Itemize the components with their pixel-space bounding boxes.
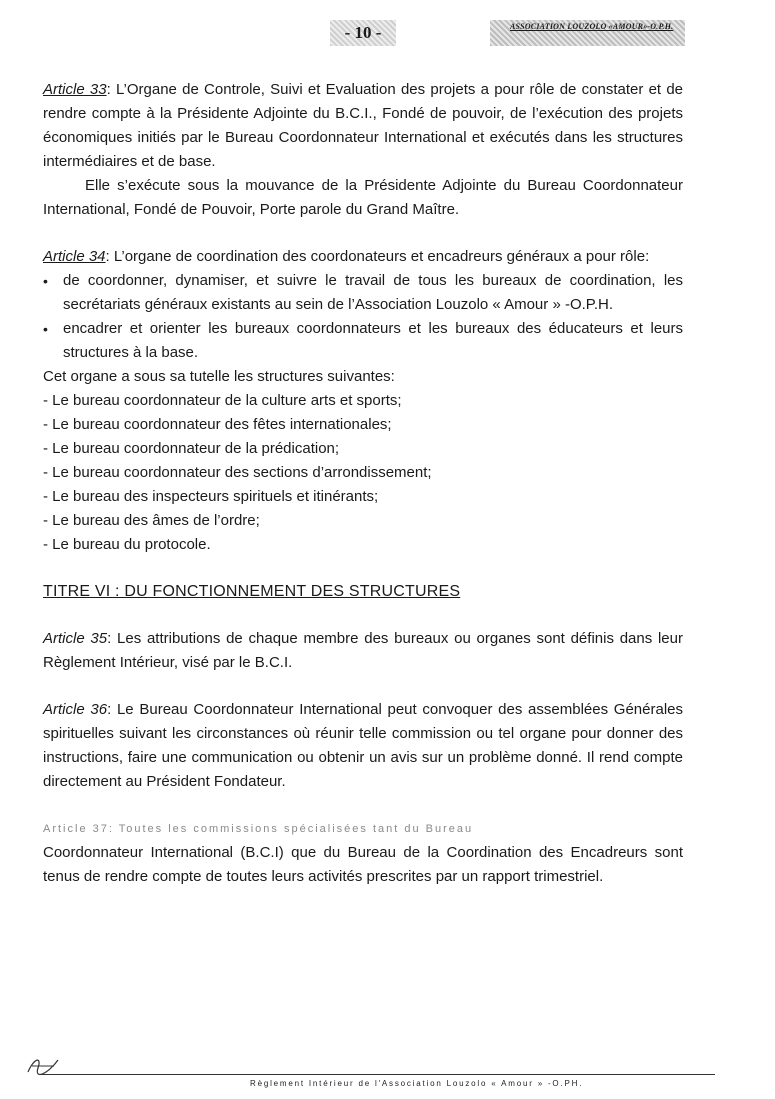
list-item: - Le bureau coordonnateur des sections d’arrondissement; [43,461,683,485]
article-34-structures-list [43,389,683,557]
article-35 [43,627,683,675]
article-33 [43,78,683,174]
article-36-text: : Le Bureau Coordonnateur International peut convoquer des assemblées Générales spirituelles suivant les circonstances où réunir telle commission ou tel organe pour donner des instructions, faire une communication ou obtenir un avis sur un problème donné. Il rend compte directement au Président Fondateur. [43,701,684,790]
list-item: - Le bureau des inspecteurs spirituels et itinérants; [43,485,683,509]
article-36-label: Article 36 [43,701,108,718]
article-33-paragraph-2: Elle s’exécute sous la mouvance de la Présidente Adjointe du Bureau Coordonnateur International, Fondé de Pouvoir, Porte parole du Grand Maître. [43,177,683,218]
list-item: - Le bureau coordonnateur de la prédication; [43,437,683,461]
article-35-text: : Les attributions de chaque membre des bureaux ou organes sont définis dans leur Règlement Intérieur, visé par le B.C.I. [43,630,683,671]
article-37-text: Coordonnateur International (B.C.I) que du Bureau de la Coordination des Encadreurs sont tenus de rendre compte de toutes leurs activités prescrites par un rapport trimestriel. [43,844,683,885]
list-item: - Le bureau coordonnateur de la culture arts et sports; [43,389,683,413]
article-36 [43,698,683,794]
article-34-tutelle-intro: Cet organe a sous sa tutelle les structures suivantes: [43,368,395,385]
article-33-text: : L’Organe de Controle, Suivi et Evaluation des projets a pour rôle de constater et de rendre compte à la Présidente Adjointe du B.C.I., Fondé de pouvoir, de l’exécution des projets économiques initiés par le Bureau Coordonnateur International et exécutés dans les structures intermédiaires et de base. [43,81,684,170]
article-34-intro [43,245,683,269]
article-37-faded-line: Article 37: Toutes les commissions spécialisées tant du Bureau [43,823,474,835]
list-item: - Le bureau du protocole. [43,533,683,557]
list-item: - Le bureau coordonnateur des fêtes internationales; [43,413,683,437]
article-34-intro-text: : L’organe de coordination des coordonateurs et encadreurs généraux a pour rôle: [105,248,650,265]
association-header-stamp: ASSOCIATION LOUZOLO «AMOUR»-O.P.H. [490,20,685,46]
footer-text: Règlement Intérieur de l'Association Louzolo « Amour » -O.PH. [250,1079,584,1088]
list-item: • encadrer et orienter les bureaux coordonnateurs et les bureaux des éducateurs et leurs structures à la base. [43,317,683,365]
article-34-bullet-list [43,269,683,365]
article-33-label: Article 33 [43,81,107,98]
list-item: • de coordonner, dynamiser, et suivre le travail de tous les bureaux de coordination, les secrétariats généraux existants au sein de l’Association Louzolo « Amour » -O.P.H. [43,269,683,317]
document-body [43,78,683,889]
page-number: - 10 - [330,20,396,46]
section-title-titre-vi: TITRE VI : DU FONCTIONNEMENT DES STRUCTURES [43,583,461,600]
article-34-label: Article 34 [43,248,106,265]
list-item: - Le bureau des âmes de l’ordre; [43,509,683,533]
footer-rule [40,1074,715,1075]
article-35-label: Article 35 [43,630,108,647]
